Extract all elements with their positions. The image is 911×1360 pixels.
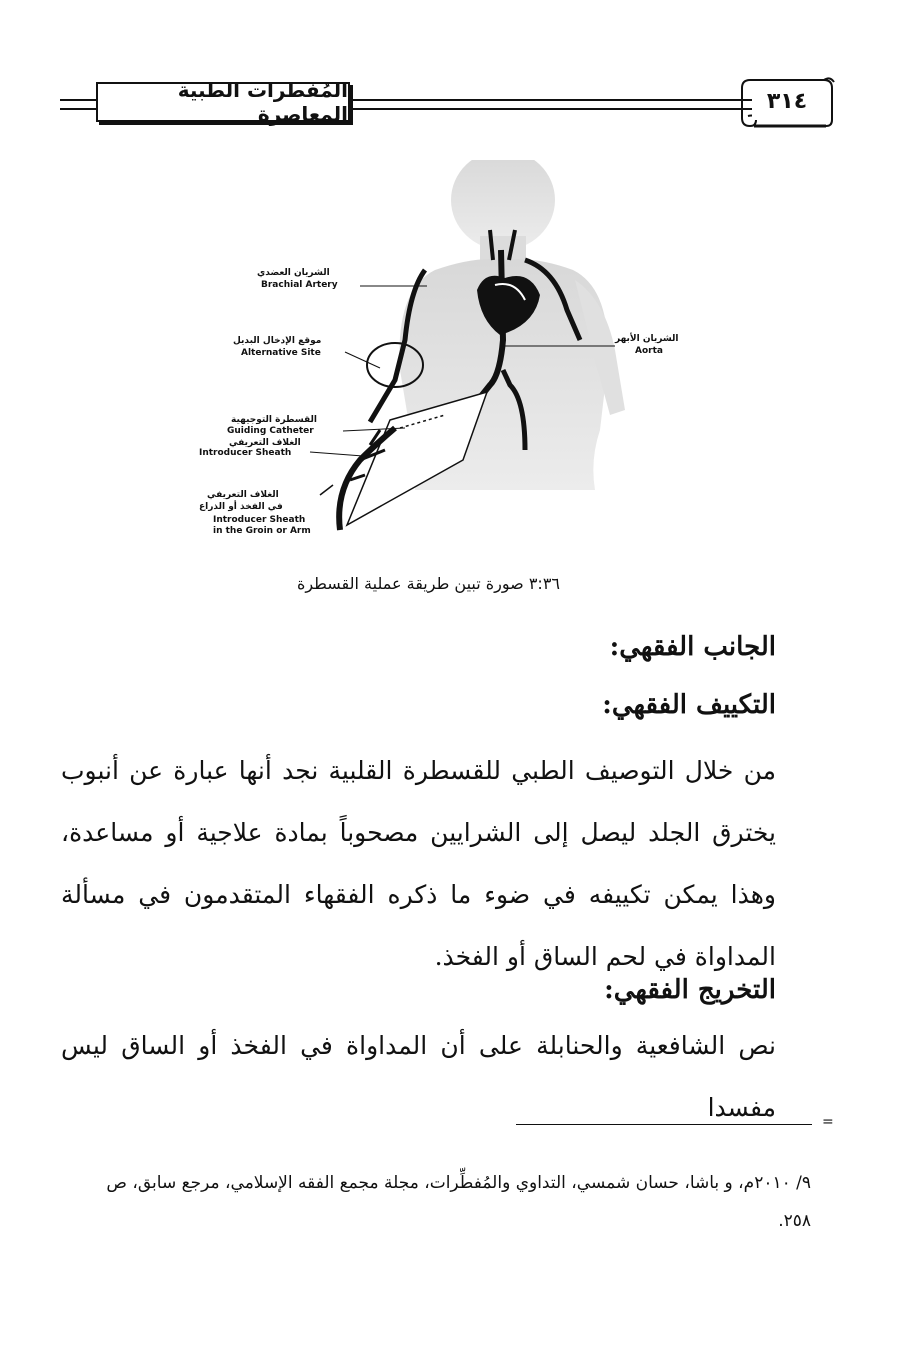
paragraph-takhreej: نص الشافعية والحنابلة على أن المداواة في الفخذ أو الساق ليس مفسدا: [61, 1031, 776, 1122]
label-groin-ar2: في الفخذ أو الذراع: [199, 502, 283, 512]
label-groin-en2: in the Groin or Arm: [213, 526, 311, 536]
heading-takyeef: التكييف الفقهي:: [602, 690, 776, 720]
label-sheath-ar: الغلاف التعريفي: [229, 438, 301, 448]
figure-caption: ٣:٣٦ صورة تبين طريقة عملية القسطرة: [296, 574, 560, 593]
book-title: المُفطرات الطبية المعاصرة: [96, 82, 350, 122]
label-alt-site-en: Alternative Site: [241, 348, 321, 358]
label-guiding-ar: القسطرة التوجيهية: [231, 415, 317, 425]
label-brachial-en: Brachial Artery: [261, 280, 338, 290]
page-number: ٣١٤: [752, 82, 822, 120]
label-aorta-ar: الشريان الأبهر: [615, 334, 679, 344]
catheter-figure: [195, 160, 715, 550]
label-groin-en1: Introducer Sheath: [213, 515, 306, 525]
page-number-scroll: [736, 74, 838, 132]
label-alt-site-ar: موقع الإدخال البديل: [233, 336, 322, 346]
heading-fiqh: الجانب الفقهي:: [609, 632, 776, 662]
footnote-text: ٩/ ٢٠١٠م، و باشا، حسان شمسي، التداوي والمُفطِّرات، مجلة مجمع الفقه الإسلامي، مرجع سابق، ص ٢٥٨.: [106, 1173, 811, 1231]
label-brachial-ar: الشريان العضدي: [257, 268, 330, 278]
footnote-continuation-marker: =: [822, 1114, 834, 1130]
label-guiding-en: Guiding Catheter: [227, 426, 314, 436]
label-sheath-en: Introducer Sheath: [199, 448, 292, 458]
label-aorta-en: Aorta: [635, 346, 663, 356]
footnote-separator: [516, 1124, 812, 1125]
label-groin-ar1: الغلاف التعريفي: [207, 490, 279, 500]
paragraph-takyeef: من خلال التوصيف الطبي للقسطرة القلبية نجد أنها عبارة عن أنبوب يخترق الجلد ليصل إلى الشرايين مصحوباً بمادة علاجية أو مساعدة، وهذا يمكن تكييفه في ضوء ما ذكره الفقهاء المتقدمون في مسألة المداواة في لحم الساق أو الفخذ.: [61, 756, 776, 971]
heading-takhreej: التخريج الفقهي:: [604, 975, 776, 1005]
